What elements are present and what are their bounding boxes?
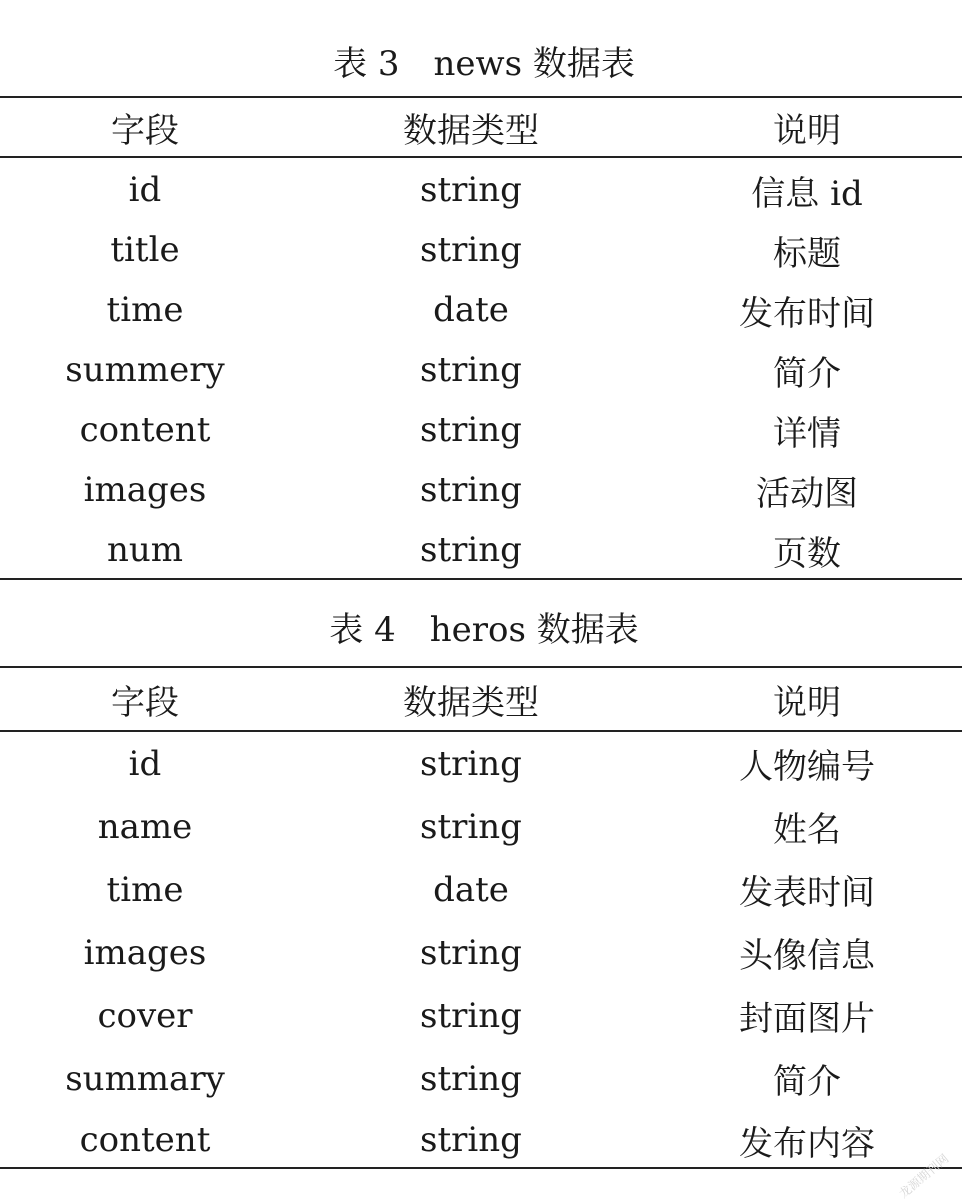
table-row <box>0 280 962 340</box>
field-cell: summary <box>65 1058 225 1099</box>
description-cell: 姓名 <box>773 810 841 850</box>
table-row <box>0 984 962 1047</box>
table-3-caption <box>0 44 962 84</box>
field-cell: images <box>83 932 207 973</box>
type-cell: string <box>420 530 522 570</box>
description-cell: 页数 <box>773 533 841 574</box>
description-cell: 发布时间 <box>739 293 875 334</box>
field-cell: summery <box>65 350 225 390</box>
type-cell: string <box>420 995 522 1036</box>
table-row <box>0 921 962 984</box>
description-cell: 发布内容 <box>739 1123 875 1164</box>
table-3-bottom-rule <box>0 578 962 580</box>
table-row <box>0 400 962 460</box>
table-4-caption <box>0 610 962 650</box>
table-4-header-type: 数据类型 <box>403 682 539 723</box>
table-row <box>0 220 962 280</box>
field-cell: content <box>79 1120 211 1160</box>
watermark: 龙源期刊网 <box>896 1151 952 1201</box>
table-row <box>0 160 962 220</box>
field-cell: id <box>128 170 162 210</box>
description-cell: 封面图片 <box>739 999 875 1039</box>
table-4-header-field: 字段 <box>111 682 179 723</box>
type-cell: string <box>420 743 522 784</box>
type-cell: string <box>420 470 522 510</box>
field-cell: time <box>106 290 184 330</box>
table-4-caption-text: heros 数据表 <box>429 610 639 650</box>
table-row <box>0 1110 962 1170</box>
table-4-caption-label: 表 4 <box>329 610 396 650</box>
type-cell: date <box>433 290 509 330</box>
description-cell: 详情 <box>773 413 841 454</box>
table-3-header-row <box>0 98 962 156</box>
field-cell: images <box>83 470 207 510</box>
table-row <box>0 858 962 921</box>
field-cell: name <box>97 806 193 847</box>
description-cell: 简介 <box>773 353 841 394</box>
field-cell: num <box>106 530 184 570</box>
field-cell: id <box>128 743 162 784</box>
table-4-header-row <box>0 668 962 730</box>
type-cell: string <box>420 1058 522 1099</box>
table-3-header-desc: 说明 <box>773 110 841 151</box>
type-cell: string <box>420 1120 522 1160</box>
description-cell: 头像信息 <box>739 936 875 976</box>
field-cell: cover <box>97 995 193 1036</box>
table-3-header-field: 字段 <box>111 110 179 151</box>
table-3-header-rule <box>0 156 962 158</box>
type-cell: date <box>433 869 509 910</box>
table-3-header-type: 数据类型 <box>403 110 539 151</box>
field-cell: content <box>79 410 211 450</box>
table-row <box>0 460 962 520</box>
table-4-bottom-rule <box>0 1167 962 1169</box>
table-3-caption-label: 表 3 <box>333 44 400 84</box>
table-row <box>0 795 962 858</box>
type-cell: string <box>420 230 522 270</box>
type-cell: string <box>420 170 522 210</box>
description-cell: 标题 <box>773 233 841 274</box>
description-cell: 活动图 <box>756 473 858 514</box>
table-3-caption-text: news 数据表 <box>433 44 635 84</box>
table-4-header-desc: 说明 <box>773 682 841 723</box>
table-row <box>0 340 962 400</box>
table-row <box>0 520 962 580</box>
description-cell: 信息 id <box>751 173 863 214</box>
table-row <box>0 732 962 795</box>
table-row <box>0 1047 962 1110</box>
field-cell: title <box>110 230 180 270</box>
type-cell: string <box>420 806 522 847</box>
type-cell: string <box>420 350 522 390</box>
field-cell: time <box>106 869 184 910</box>
description-cell: 发表时间 <box>739 873 875 913</box>
description-cell: 人物编号 <box>739 747 875 787</box>
type-cell: string <box>420 410 522 450</box>
description-cell: 简介 <box>773 1062 841 1102</box>
type-cell: string <box>420 932 522 973</box>
